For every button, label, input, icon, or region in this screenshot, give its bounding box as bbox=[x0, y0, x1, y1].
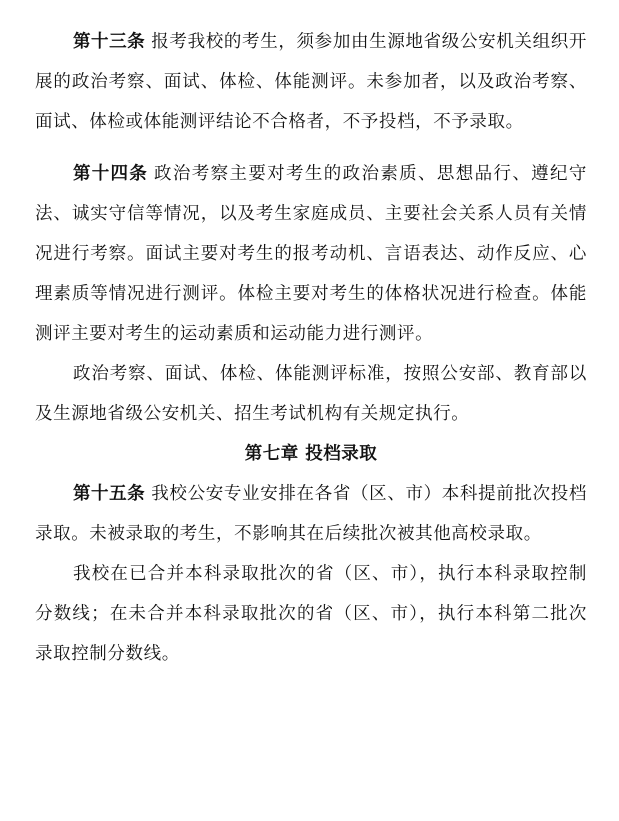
article-14-paragraph-2 bbox=[35, 354, 587, 434]
article-15-text-2: 我校在已合并本科录取批次的省（区、市），执行本科录取控制分数线；在未合并本科录取批次的省（区、市），执行本科第二批次录取控制分数线。 bbox=[35, 564, 587, 664]
article-14-text: 政治考察主要对考生的政治素质、思想品行、遵纪守法、诚实守信等情况，以及考生家庭成员、主要社会关系人员有关情况进行考察。面试主要对考生的报考动机、言语表达、动作反应、心理素质等情况进行测评。体检主要对考生的体格状况进行检查。体能测评主要对考生的运动素质和运动能力进行测评。 bbox=[35, 164, 587, 344]
article-13-text: 报考我校的考生，须参加由生源地省级公安机关组织开展的政治考察、面试、体检、体能测评。未参加者，以及政治考察、面试、体检或体能测评结论不合格者，不予投档，不予录取。 bbox=[35, 32, 588, 132]
article-14-label: 第十四条 bbox=[73, 164, 149, 184]
article-14-text-2: 政治考察、面试、体检、体能测评标准，按照公安部、教育部以及生源地省级公安机关、招生考试机构有关规定执行。 bbox=[35, 364, 587, 424]
article-15-paragraph-2 bbox=[35, 554, 587, 674]
article-14-paragraph bbox=[35, 154, 587, 354]
article-15-label: 第十五条 bbox=[73, 484, 146, 504]
article-15-text: 我校公安专业安排在各省（区、市）本科提前批次投档录取。未被录取的考生，不影响其在后续批次被其他高校录取。 bbox=[35, 484, 588, 544]
chapter-7-title: 第七章 投档录取 bbox=[244, 444, 378, 464]
article-13-label: 第十三条 bbox=[73, 32, 146, 52]
article-15-paragraph bbox=[35, 474, 587, 554]
document-body bbox=[35, 22, 587, 674]
article-13-paragraph bbox=[35, 22, 587, 142]
